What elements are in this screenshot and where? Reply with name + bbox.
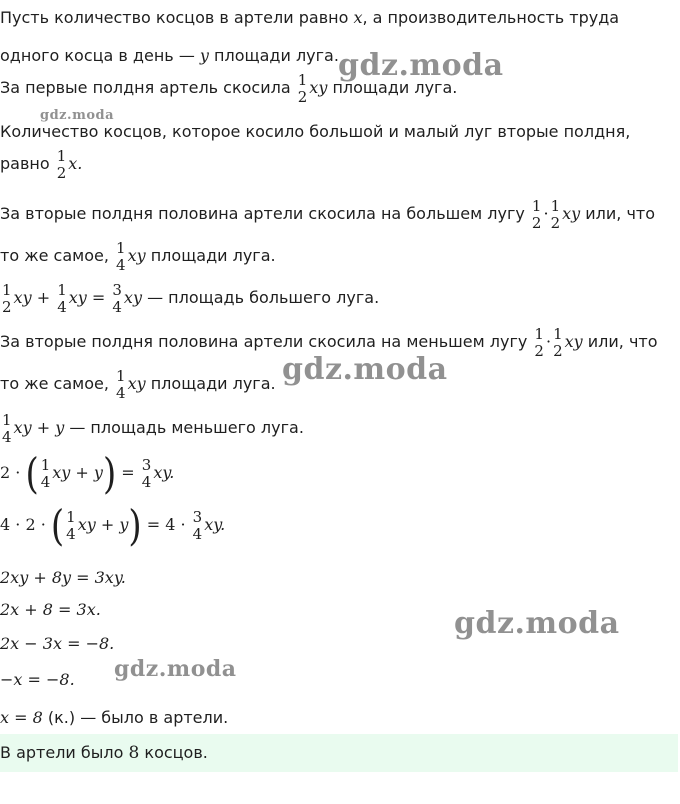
fraction — [531, 198, 543, 232]
numerator: 1 — [2, 280, 12, 299]
numerator: 1 — [550, 196, 561, 215]
numerator: 1 — [56, 146, 67, 165]
math-term: xy + — [13, 288, 56, 307]
denominator: 4 — [2, 427, 12, 446]
solution-line-10 — [0, 364, 276, 404]
fraction — [552, 326, 564, 360]
fraction — [533, 326, 545, 360]
fraction — [115, 240, 127, 274]
text: — площадь меньшего луга. — [64, 418, 304, 437]
equals-sign: = 4 · — [141, 515, 191, 534]
unit-label: (к.) — [42, 708, 76, 727]
numerator: 3 — [192, 507, 203, 526]
equation-line-17: −x = −8. — [0, 670, 75, 689]
fraction — [111, 282, 123, 316]
text: За вторые полдня половина артели скосила на меньшем лугу — [0, 332, 533, 351]
text: то же самое, — [0, 374, 115, 393]
equals-sign: = — [116, 463, 140, 482]
answer-box — [0, 734, 678, 772]
denominator: 2 — [56, 163, 67, 182]
math-term: x = 8 — [0, 708, 43, 727]
numerator: 3 — [112, 280, 122, 299]
denominator: 4 — [112, 297, 122, 316]
text: , а производительность труда — [362, 8, 620, 27]
numerator: 1 — [297, 70, 308, 89]
numerator: 1 — [553, 324, 563, 343]
denominator: 4 — [141, 472, 152, 491]
fraction — [115, 368, 127, 402]
equation-line-14: 2xy + 8y = 3xy. — [0, 568, 126, 587]
denominator: 4 — [116, 255, 126, 274]
math-term: xy — [127, 374, 146, 393]
math-term: xy = — [68, 288, 111, 307]
fraction — [141, 457, 153, 491]
text: За первые полдня артель скосила — [0, 78, 296, 97]
text: В артели было — [0, 743, 129, 762]
solution-line-6 — [0, 194, 655, 234]
numerator: 1 — [57, 280, 67, 299]
text: одного косца в день — — [0, 46, 200, 65]
numerator: 3 — [141, 455, 152, 474]
solution-line-1 — [0, 8, 619, 28]
fraction — [550, 198, 562, 232]
text: площади луга. — [208, 46, 339, 65]
equation-line-16: 2x − 3x = −8. — [0, 634, 115, 653]
watermark-logo: gdz.moda — [114, 656, 237, 682]
denominator: 4 — [116, 383, 126, 402]
fraction — [297, 72, 309, 106]
math-term: x. — [68, 154, 83, 173]
solution-line-8 — [0, 278, 379, 318]
watermark-logo: gdz.moda — [454, 606, 620, 641]
numerator: 1 — [531, 196, 542, 215]
denominator: 2 — [553, 341, 563, 360]
right-paren: ) — [102, 448, 117, 499]
left-paren: ( — [50, 500, 65, 551]
solution-line-18 — [0, 708, 228, 728]
text: или, что — [580, 204, 656, 223]
solution-line-4 — [0, 122, 630, 142]
numerator: 1 — [66, 507, 76, 526]
math-term: xy — [123, 288, 142, 307]
watermark-logo: gdz.moda — [40, 108, 115, 123]
left-paren: ( — [25, 448, 39, 499]
numerator: 1 — [534, 324, 544, 343]
answer-line — [0, 743, 208, 763]
fraction — [56, 148, 68, 182]
fraction — [1, 282, 13, 316]
fraction — [56, 282, 68, 316]
text: площади луга. — [145, 374, 276, 393]
numerator: 1 — [2, 410, 12, 429]
fraction — [65, 509, 77, 543]
math-term: xy — [562, 204, 581, 223]
denominator: 2 — [297, 87, 308, 106]
solution-line-12 — [0, 448, 174, 498]
numerator: 1 — [116, 238, 126, 257]
denominator: 4 — [192, 524, 203, 543]
denominator: 2 — [550, 213, 561, 232]
numerator: 1 — [116, 366, 126, 385]
text: площади луга. — [145, 246, 276, 265]
fraction — [1, 412, 13, 446]
math-term: xy. — [153, 463, 175, 482]
math-term: 2 · — [0, 463, 26, 482]
answer-value: 8 — [128, 743, 140, 763]
solution-line-2 — [0, 46, 339, 66]
math-term: xy — [127, 246, 146, 265]
variable-y: y — [199, 46, 209, 65]
solution-line-11 — [0, 408, 304, 448]
denominator: 4 — [57, 297, 67, 316]
math-term: xy. — [204, 515, 226, 534]
fraction — [192, 509, 204, 543]
denominator: 2 — [531, 213, 542, 232]
solution-line-7 — [0, 236, 276, 276]
numerator: 1 — [40, 455, 51, 474]
math-term: xy + y — [52, 463, 103, 482]
watermark-logo: gdz.moda — [338, 48, 504, 83]
solution-line-5 — [0, 144, 82, 184]
fraction — [40, 457, 52, 491]
denominator: 2 — [2, 297, 12, 316]
denominator: 2 — [534, 341, 544, 360]
text: то же самое, — [0, 246, 115, 265]
math-term: xy + y — [77, 515, 129, 534]
math-term: 4 · 2 · — [0, 515, 51, 534]
text: косцов. — [139, 743, 208, 762]
text: — было в артели. — [75, 708, 229, 727]
variable-x: x — [353, 8, 363, 27]
text: — площадь большего луга. — [141, 288, 380, 307]
math-term: xy — [309, 78, 328, 97]
math-term: xy — [564, 332, 583, 351]
denominator: 4 — [40, 472, 51, 491]
text: или, что — [582, 332, 658, 351]
equation-line-15: 2x + 8 = 3x. — [0, 600, 101, 619]
text: площади луга. — [327, 78, 458, 97]
math-term: xy + y — [13, 418, 65, 437]
dot-operator: · — [545, 332, 552, 351]
solution-line-13 — [0, 500, 225, 550]
right-paren: ) — [128, 500, 142, 551]
text: Пусть количество косцов в артели равно — [0, 8, 354, 27]
denominator: 4 — [66, 524, 76, 543]
dot-operator: · — [543, 204, 549, 223]
text: За вторые полдня половина артели скосила на большем лугу — [0, 204, 530, 223]
text: равно — [0, 154, 55, 173]
watermark-logo: gdz.moda — [282, 352, 448, 387]
text: Количество косцов, которое косило большой и малый луг вторые полдня, — [0, 122, 631, 141]
